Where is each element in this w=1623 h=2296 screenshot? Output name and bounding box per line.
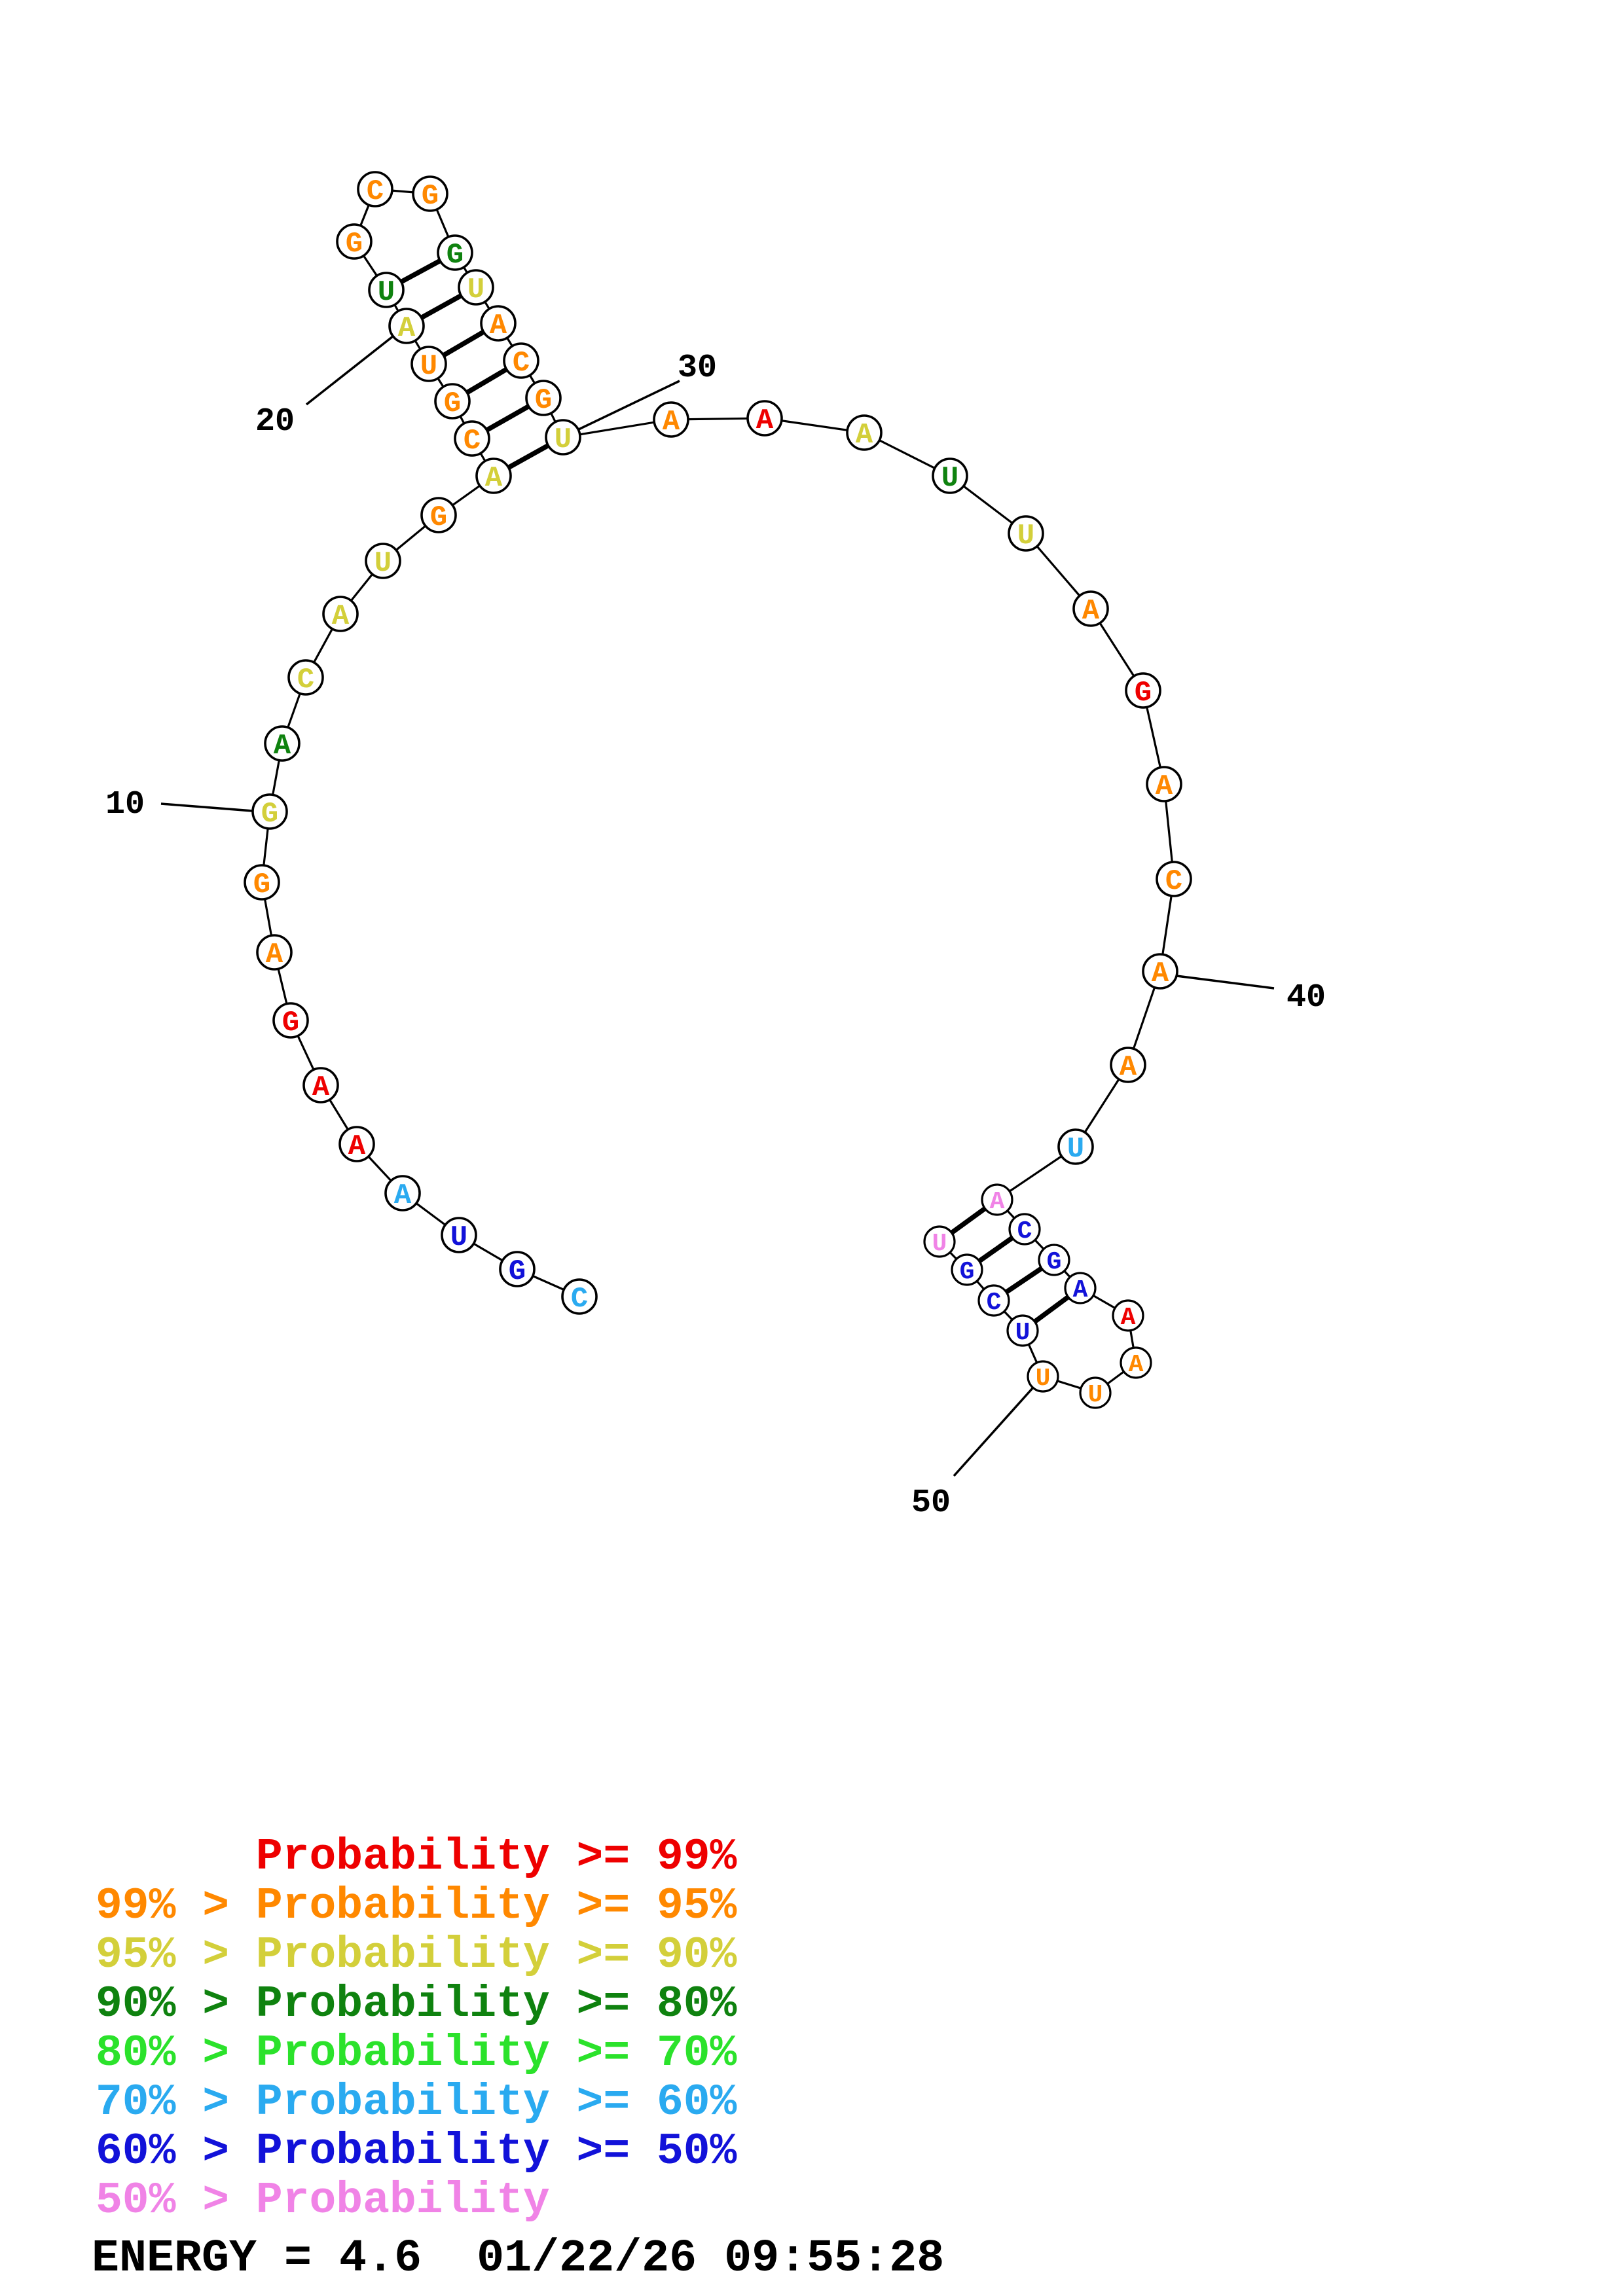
nucleotide-base-22-G: G (345, 228, 363, 260)
nucleotide-base-2-G: G (508, 1255, 526, 1288)
nucleotide-base-48-A: A (1128, 1351, 1144, 1379)
nucleotide-base-31-A: A (662, 406, 680, 439)
nucleotide-base-20-A: A (397, 312, 416, 345)
nucleotide-base-23-C: C (366, 175, 384, 208)
position-label-50: 50 (911, 1484, 951, 1522)
nucleotide-base-32-A: A (756, 404, 774, 437)
position-label-20: 20 (255, 403, 295, 440)
nucleotide-base-17-C: C (463, 425, 481, 457)
legend-row-4: 80% > Probability >= 70% (96, 2028, 737, 2079)
probability-legend (96, 1833, 737, 2225)
nucleotide-base-14-U: U (374, 547, 392, 580)
nucleotide-base-16-A: A (484, 462, 503, 495)
nucleotide-base-50-U: U (1035, 1365, 1051, 1393)
nucleotide-base-46-A: A (1072, 1276, 1088, 1304)
nucleotide-base-54-U: U (932, 1230, 947, 1258)
legend-row-0: Probability >= 99% (96, 1832, 737, 1882)
nucleotide-base-12-C: C (297, 664, 315, 696)
nucleotide-base-38-A: A (1155, 770, 1173, 803)
nucleotide-base-7-G: G (282, 1007, 300, 1039)
legend-row-2: 95% > Probability >= 90% (96, 1930, 737, 1981)
nucleotide-base-52-C: C (986, 1289, 1002, 1317)
legend-row-1: 99% > Probability >= 95% (96, 1881, 737, 1931)
nucleotide-base-29-G: G (534, 384, 553, 417)
legend-row-3: 90% > Probability >= 80% (96, 1979, 737, 2030)
nucleotide-base-45-G: G (1046, 1248, 1062, 1276)
nucleotide-base-4-A: A (393, 1179, 412, 1212)
position-label-line-10 (161, 804, 253, 811)
nucleotide-base-49-U: U (1087, 1381, 1103, 1409)
position-label-line-40 (1176, 976, 1274, 988)
nucleotide-base-34-U: U (941, 462, 959, 495)
legend-row-7: 50% > Probability (96, 2176, 550, 2226)
nucleotide-base-43-A: A (989, 1188, 1005, 1216)
nucleotide-base-47-A: A (1120, 1304, 1136, 1332)
nucleotide-base-44-C: C (1017, 1217, 1032, 1246)
nucleotide-base-21-U: U (377, 276, 395, 309)
nucleotide-base-27-A: A (489, 310, 507, 342)
nucleotide-base-42-U: U (1067, 1133, 1085, 1166)
legend-row-6: 60% > Probability >= 50% (96, 2126, 737, 2177)
legend-row-5: 70% > Probability >= 60% (96, 2077, 737, 2128)
nucleotide-base-26-U: U (467, 274, 485, 306)
nucleotide-base-11-A: A (273, 730, 291, 762)
nucleotide-base-30-U: U (554, 423, 572, 456)
nucleotide-base-53-G: G (959, 1258, 975, 1286)
position-label-40: 40 (1286, 979, 1326, 1016)
nucleotide-base-15-G: G (429, 501, 448, 534)
nucleotide-base-41-A: A (1119, 1051, 1137, 1084)
nucleotide-base-10-G: G (261, 798, 279, 831)
nucleotide-base-25-G: G (446, 239, 464, 272)
nucleotide-base-24-G: G (421, 180, 439, 213)
position-label-10: 10 (105, 786, 145, 823)
nucleotide-base-36-A: A (1082, 595, 1100, 628)
nucleotide-base-35-U: U (1017, 520, 1035, 552)
position-label-line-50 (954, 1388, 1033, 1476)
nucleotide-base-13-A: A (331, 600, 350, 633)
nucleotide-base-1-C: C (570, 1283, 589, 1316)
nucleotide-base-28-C: C (512, 347, 530, 380)
nucleotide-base-8-A: A (265, 939, 283, 971)
nucleotide-base-33-A: A (855, 419, 873, 452)
nucleotide-base-40-A: A (1151, 958, 1169, 990)
nucleotide-base-51-U: U (1015, 1319, 1030, 1347)
nucleotide-base-19-U: U (420, 350, 438, 383)
nucleotide-base-37-G: G (1134, 677, 1152, 709)
nucleotide-base-5-A: A (348, 1130, 366, 1163)
nucleotide-base-3-U: U (450, 1221, 468, 1254)
nucleotide-base-9-G: G (253, 869, 271, 901)
energy-line: ENERGY = 4.6 01/22/26 09:55:28 (92, 2233, 945, 2285)
position-label-30: 30 (677, 350, 718, 387)
nucleotide-base-39-C: C (1165, 865, 1183, 898)
position-label-line-20 (306, 336, 393, 404)
nucleotide-base-18-G: G (443, 387, 462, 420)
nucleotide-base-6-A: A (312, 1071, 330, 1104)
